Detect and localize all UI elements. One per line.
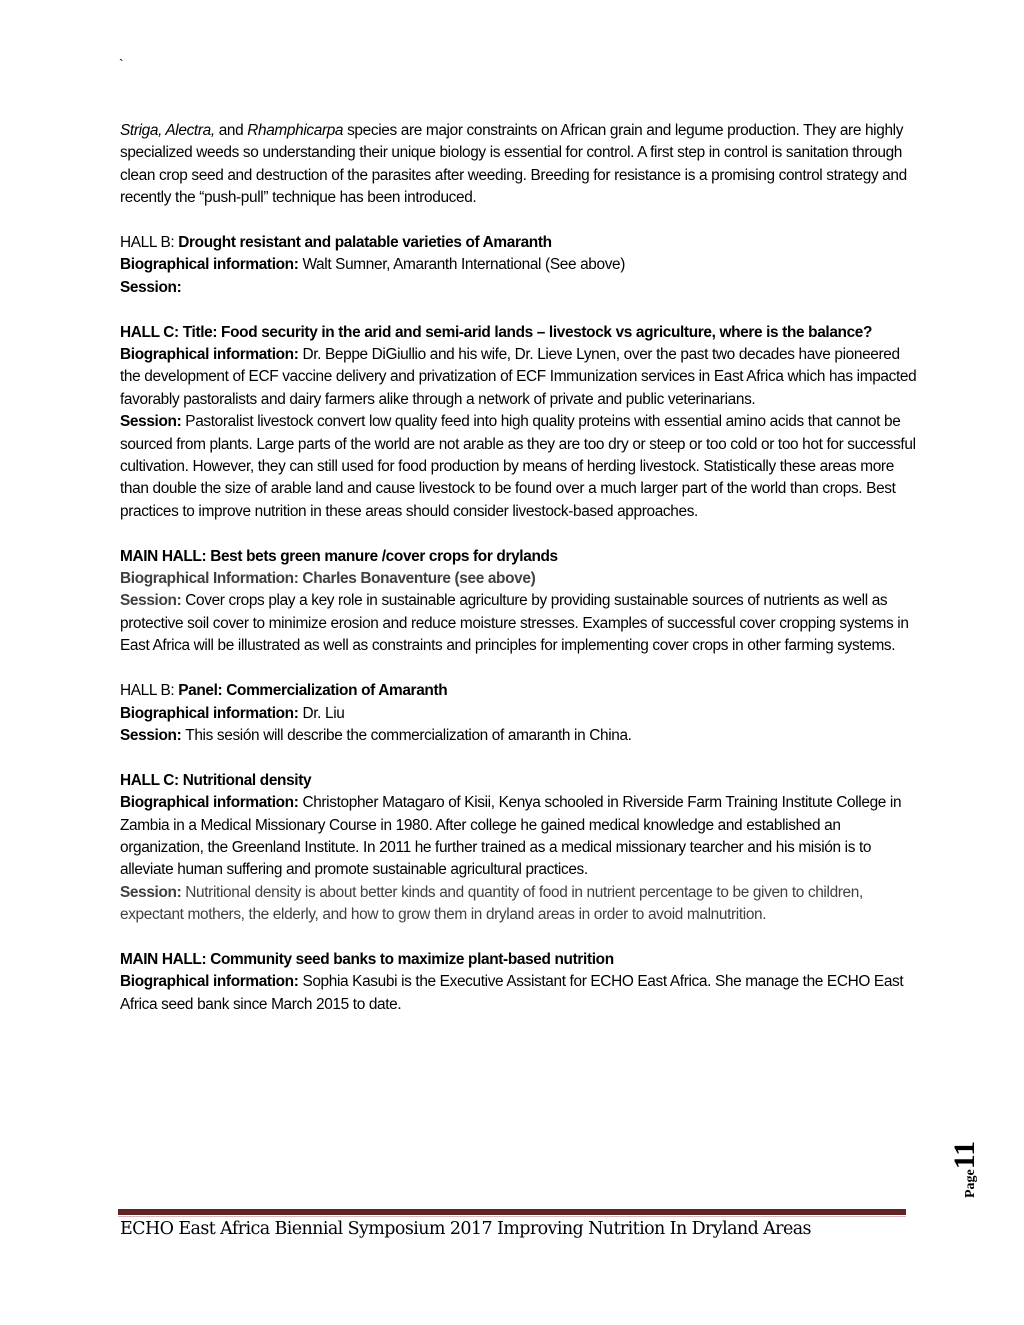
stray-mark: ` [119,56,124,72]
session-title: Panel: Commercialization of Amaranth [178,682,448,700]
session-heading [120,680,920,702]
intro-paragraph: Striga, Alectra, and Rhamphicarpa species are major constraints on African grain and legume production. They are highly specialized weeds so understanding their unique biology is essential for control. A first step in control is sanitation through clean crop seed and destruction of the parasites after weeding. Breeding for resistance is a promising control strategy and recently the “push-pull” technique has been introduced. [120,122,907,207]
hall-label: MAIN HALL: [120,547,211,565]
session-line: Session: Nutritional density is about better kinds and quantity of food in nutrient percentage to be given to children, expectant mothers, the elderly, and how to grow them in dryland areas in order to avoid malnutrition. [120,883,863,924]
session-heading [120,232,920,254]
session-heading [120,770,920,792]
hall-label: HALL B: [120,682,179,700]
session-title: Title: Food security in the arid and semi-arid lands – livestock vs agriculture, where is the balance? [182,323,873,341]
session-title: Community seed banks to maximize plant-based nutrition [210,950,614,968]
hall-label: HALL C: [120,323,183,341]
session-block [120,770,920,927]
hall-label: HALL B: [120,234,179,252]
species-names: Striga, Alectra, [120,122,215,139]
session-title: Nutritional density [182,771,312,789]
hall-label: MAIN HALL: [120,950,211,968]
page-number-value: 11 [948,1140,981,1170]
page-number [948,1141,982,1198]
session-line: Session: Cover crops play a key role in sustainable agriculture by providing sustainable sources of nutrients as well as protective soil cover to minimize erosion and reduce moisture stresses. Examples of successful cover cropping systems in East Africa will be illustrated as well as constraints and principles for implementing cover crops in other farming systems. [120,592,909,655]
hall-label: HALL C: [120,771,183,789]
bio-line: Biographical information: Walt Sumner, Amaranth International (See above) [120,256,626,274]
session-title: Best bets green manure /cover crops for drylands [210,547,558,565]
bio-line: Biographical information: Christopher Matagaro of Kisii, Kenya schooled in Riverside Farm Training Institute College in Zambia in a Medical Missionary Course in 1980. After college he gained medical knowledge and established an organization, the Greenland Institute. In 2011 he further trained as a medical missionary tearcher and his misión is to alleviate human suffering and promote sustainable agricultural practices. [120,794,902,879]
session-block [120,232,920,299]
page-label: Page [963,1169,978,1198]
session-heading [120,949,920,971]
session-block [120,546,920,658]
session-heading [120,546,920,568]
bio-line: Biographical information: Sophia Kasubi is the Executive Assistant for ECHO East Africa. She manage the ECHO East Africa seed bank since March 2015 to date. [120,973,904,1013]
bio-line: Biographical information: Dr. Liu [120,704,345,722]
document-body [120,120,920,1016]
bio-line: Biographical information: Dr. Beppe DiGiullio and his wife, Dr. Lieve Lynen, over the past two decades have pioneered the development of ECF vaccine delivery and privatization of ECF Immunization services in East Africa which has impacted favorably pastoralists and dairy farmers alike through a network of private and public veterinarians. [120,346,917,408]
session-block [120,949,920,1016]
bio-line: Biographical Information: Charles Bonaventure (see above) [120,570,536,588]
session-title: Drought resistant and palatable varieties of Amaranth [178,234,552,252]
footer-divider [118,1209,906,1215]
session-block [120,680,920,747]
session-line: Session: This sesión will describe the commercialization of amaranth in China. [120,726,632,744]
session-heading [120,322,920,344]
session-line: Session: [120,278,182,296]
footer-title: ECHO East Africa Biennial Symposium 2017 Improving Nutrition In Dryland Areas [120,1219,811,1239]
session-line: Session: Pastoralist livestock convert low quality feed into high quality proteins with essential amino acids that cannot be sourced from plants. Large parts of the world are not arable as they are too dry or steep or too cold or too hot for successful cultivation. However, they can still used for food production by means of herding livestock. Statistically these areas more than double the size of arable land and cause livestock to be found over a much larger part of the world than crops. Best practices to improve nutrition in these areas should consider livestock-based approaches. [120,413,916,520]
species-name-rhamphicarpa: Rhamphicarpa [247,122,344,139]
session-block [120,322,920,524]
footer-divider-shadow [118,1216,906,1217]
